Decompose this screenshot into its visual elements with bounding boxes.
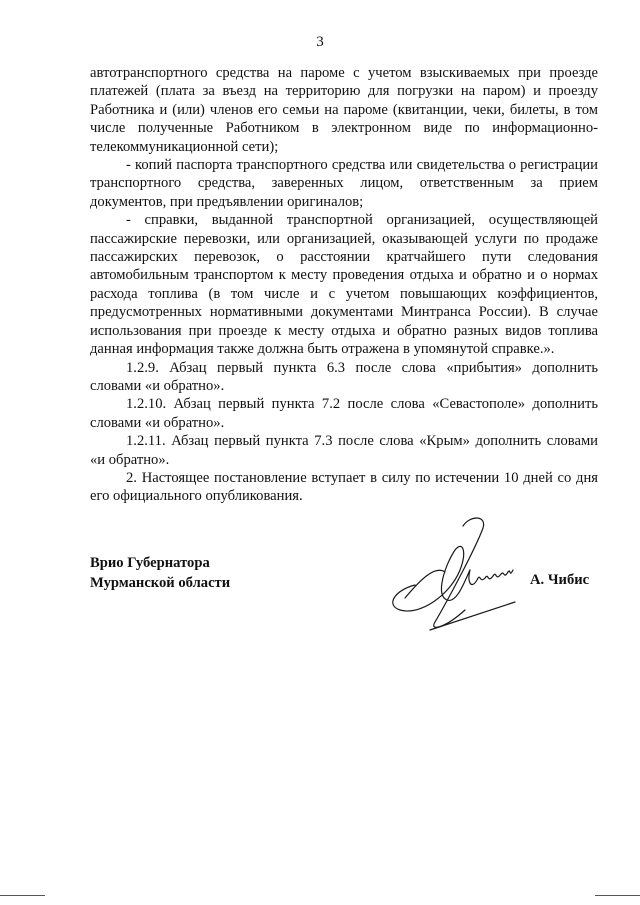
paragraph: - справки, выданной транспортной организацией, осуществляющей пассажирские перевозки, или организацией, оказывающей услуги по продаже пассажирских перевозок, о расстоянии кратчайшего пути следования автомобильным транспортом к месту проведения отдыха и обратно и о нормах расхода топлива (в том числе и с учетом повышающих коэффициентов, предусмотренных нормативными документами Минтранса России). В случае использования при проезде к месту отдыха и обратно разных видов топлива данная информация также должна быть отражена в упомянутой справке.». — [90, 212, 598, 358]
signatory-title-line1: Врио Губернатора — [90, 555, 210, 571]
bottom-divider — [0, 895, 45, 896]
handwritten-signature — [375, 510, 535, 640]
paragraph: 1.2.10. Абзац первый пункта 7.2 после слова «Севастополе» дополнить словами «и обратно». — [90, 396, 598, 431]
paragraph: - копий паспорта транспортного средства или свидетельства о регистрации транспортного средства, заверенных лицом, ответственным за прием документов, при предъявлении оригиналов; — [90, 157, 598, 210]
signatory-title-line2: Мурманской области — [90, 575, 231, 591]
signer-name: А. Чибис — [530, 572, 590, 588]
page-number: 3 — [316, 34, 324, 50]
signatory-title — [90, 553, 390, 593]
bottom-divider — [595, 895, 640, 896]
paragraph: автотранспортного средства на пароме с учетом взыскиваемых при проезде платежей (плата за въезд на территорию для погрузки на паром) и проезду Работника и (или) членов его семьи на пароме (квитанции, чеки, билеты, в том числе полученные Работником в электронном виде по информационно-телекоммуникационной сети); — [90, 65, 598, 155]
paragraph: 1.2.9. Абзац первый пункта 6.3 после слова «прибытия» дополнить словами «и обратно». — [90, 359, 598, 394]
paragraph: 1.2.11. Абзац первый пункта 7.3 после слова «Крым» дополнить словами «и обратно». — [90, 433, 598, 468]
document-body — [90, 64, 598, 506]
paragraph: 2. Настоящее постановление вступает в силу по истечении 10 дней со дня его официального опубликования. — [90, 469, 598, 505]
